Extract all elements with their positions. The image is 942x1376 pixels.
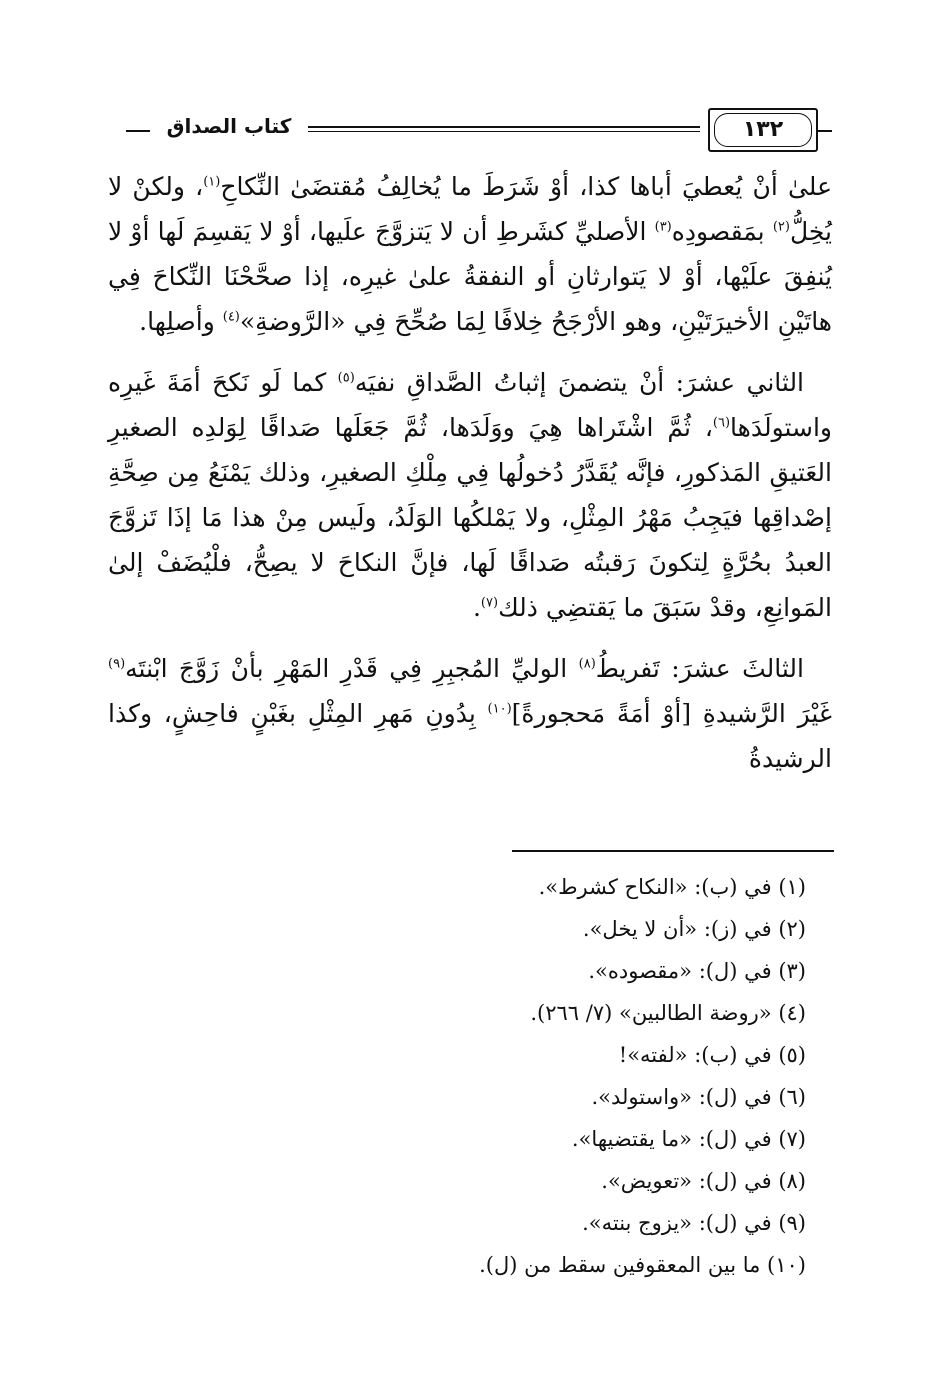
footnote-item: (٧) في (ل): «ما يقتضيها».	[571, 1127, 806, 1151]
paragraph-2	[108, 360, 832, 630]
footnote-ref[interactable]: (٢)	[772, 219, 790, 235]
paragraph-3	[108, 646, 832, 781]
running-title: كتاب الصداق	[166, 114, 292, 138]
footnote-ref[interactable]: (٤)	[222, 309, 240, 325]
footnote-ref[interactable]: (١)	[203, 174, 221, 190]
footnote-ref[interactable]: (١٠)	[487, 701, 512, 717]
footnote-ref[interactable]: (٦)	[712, 415, 731, 431]
footnote-ref[interactable]: (٨)	[578, 656, 596, 672]
footnote-item: (١٠) ما بين المعقوفين سقط من (ل).	[479, 1253, 806, 1277]
header-rule-right	[818, 130, 832, 132]
footnote-ref[interactable]: (٧)	[480, 595, 499, 611]
text-segment: بِدُونِ مَهرِ المِثْلِ بغَبْنٍ فاحِشٍ، وكذا الرشيدةُ	[108, 699, 832, 773]
text-segment: ، ثُمَّ اشْتَراها هِيَ ووَلَدَها، ثُمَّ جَعَلَها صَداقًا لِوَلدِه الصغيرِ العَتيقِ المَذكورِ، فإنَّه يُقَدَّرُ دُخولُها فِي مِلْكِ الصغيرِ، وذلك يَمْنَعُ مِن صِحَّةِ إصْداقِها فيَجِبُ مَهْرُ المِثْلِ، ولا يَمْلكُها الوَلَدُ، ولَيس مِنْ هذا مَا إذَا تَزوَّجَ العبدُ بحُرَّةٍ لِتكونَ رَقبتُه صَداقًا لَها، فإنَّ النكاحَ لا يصِحُّ، فلْيُضَفْ إلىٰ المَوانِعِ، وقدْ سَبَقَ ما يَقتضِي ذلك	[108, 413, 832, 622]
footnote-separator	[512, 850, 834, 852]
header-rule-left	[126, 130, 150, 132]
footnote-item: (٤) «روضة الطالبين» (٧/ ٢٦٦).	[530, 1001, 806, 1025]
text-segment: الأصليِّ كشَرطِ أن لا يَتزوَّجَ علَيها، أوْ لا يَقسِمَ لَها أوْ لا يُنفِقَ علَيْها، أوْ لا يَتوارثانِ أو النفقةُ علىٰ غيرِه، إذا صحَّحْنَا النِّكاحَ فِي هاتَيْنِ الأخيرَتَيْنِ، وهو الأرْجَحُ خِلافًا لِمَا صُحِّحَ فِي «الرَّوضةِ»	[108, 217, 832, 336]
footnote-item: (٥) في (ب): «لفته»!	[618, 1043, 806, 1067]
text-segment: الثاني عشرَ: أنْ يتضمنَ إثباتُ الصَّداقِ نفيَه	[354, 368, 805, 397]
footnote-item: (٨) في (ل): «تعويض».	[601, 1169, 806, 1193]
footnote-ref[interactable]: (٣)	[654, 219, 672, 235]
footnote-item: (١) في (ب): «النكاح كشرط».	[538, 875, 806, 899]
footnote-item: (٩) في (ل): «يزوج بنته».	[582, 1211, 806, 1235]
page-header	[110, 108, 832, 154]
footnote-ref[interactable]: (٥)	[337, 370, 355, 386]
footnote-item: (٢) في (ز): «أن لا يخل».	[582, 917, 806, 941]
text-segment: كما لَو نَكحَ أمَةَ غَيرِه واستولَدَها	[108, 368, 832, 442]
text-segment: ، ولكنْ لا يُخِلُّ	[108, 172, 832, 246]
footnote-ref[interactable]: (٩)	[108, 656, 126, 672]
text-segment: الثالثَ عشرَ: تَفريطُ	[595, 654, 804, 683]
page-number: ١٣٢	[742, 117, 784, 142]
text-segment: غَيْرَ الرَّشيدةِ [أوْ أمَةً مَحجورةً]	[511, 699, 832, 728]
footnotes	[126, 866, 806, 1286]
paragraph-1	[108, 164, 832, 344]
main-text	[108, 164, 832, 781]
header-rule-double	[308, 126, 700, 132]
text-segment: بمَقصودِه	[671, 217, 773, 246]
text-segment: وأصلِها.	[139, 307, 223, 336]
text-segment: الوليِّ المُجبِرِ فِي قَدْرِ المَهْرِ بأنْ زَوَّجَ ابْنتَه	[125, 654, 579, 683]
footnote-item: (٦) في (ل): «واستولد».	[591, 1085, 806, 1109]
text-segment: علىٰ أنْ يُعطيَ أباها كذا، أوْ شَرَطَ ما يُخالِفُ مُقتضَىٰ النِّكاحِ	[220, 172, 832, 201]
footnote-item: (٣) في (ل): «مقصوده».	[588, 959, 806, 983]
text-segment: .	[472, 593, 481, 622]
